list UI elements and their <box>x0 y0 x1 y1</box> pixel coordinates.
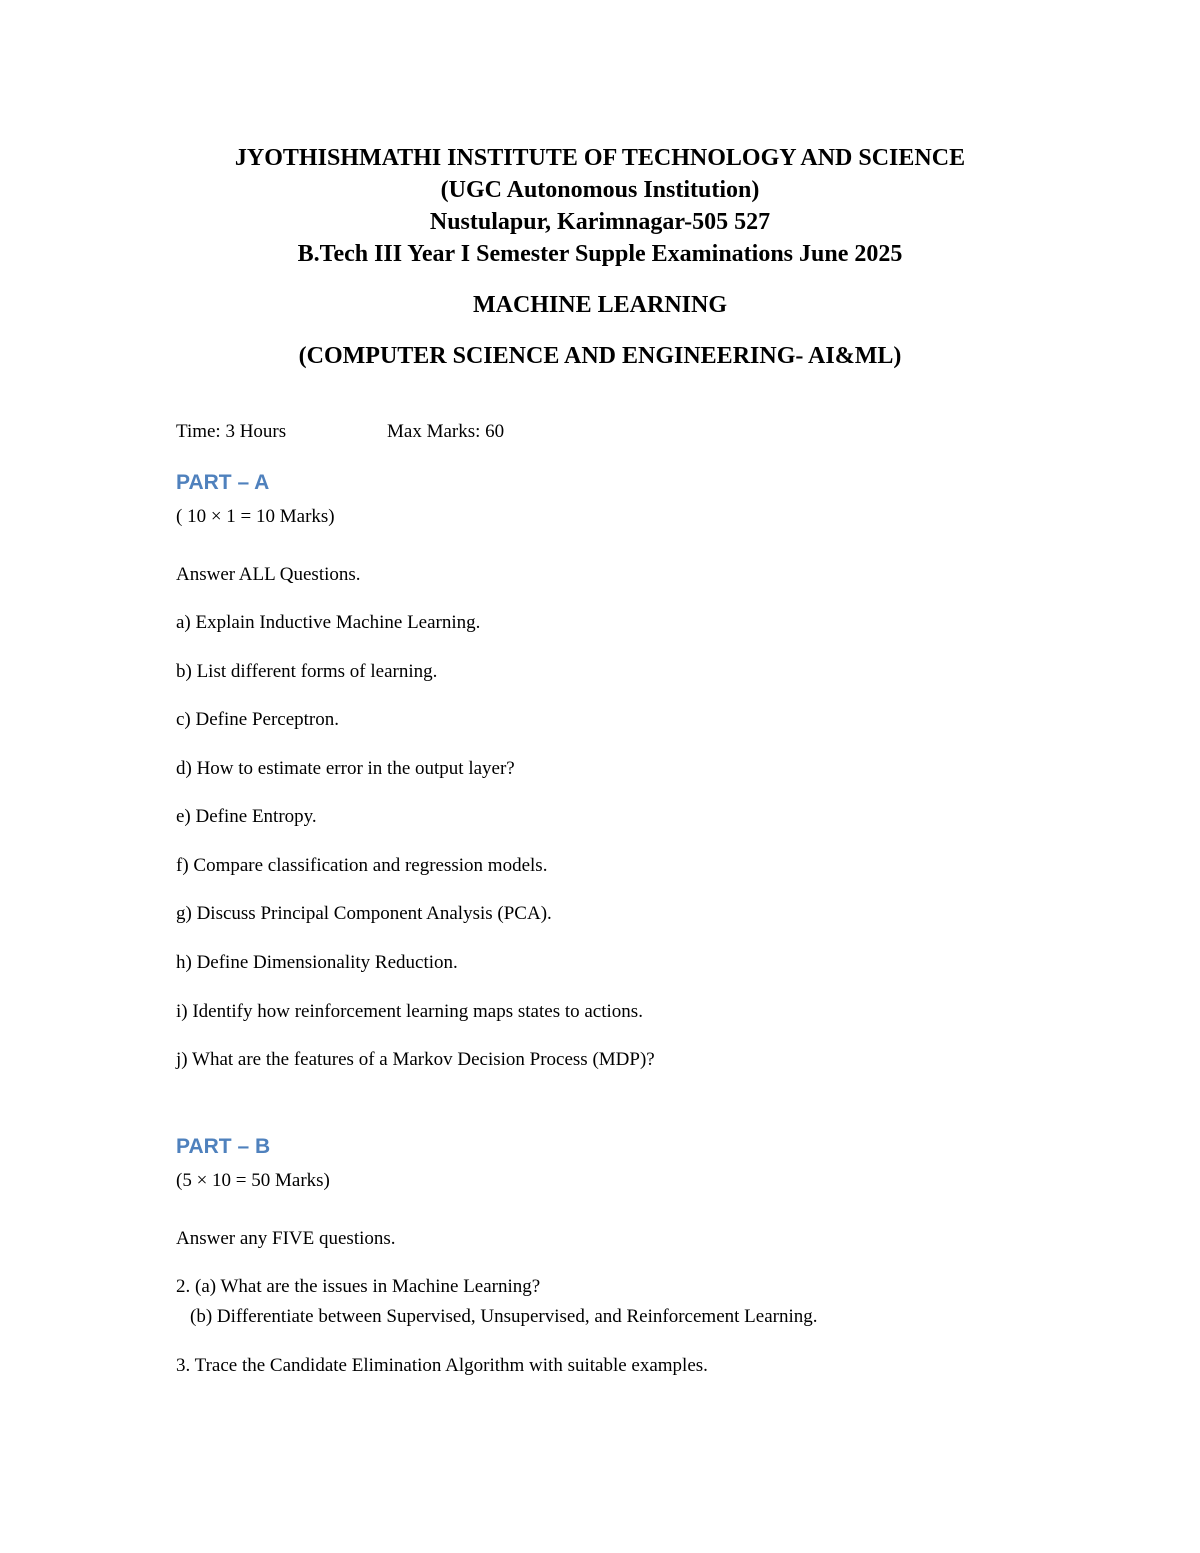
part-a-question: d) How to estimate error in the output layer? <box>176 758 515 779</box>
part-b-subquestion: (b) Differentiate between Supervised, Unsupervised, and Reinforcement Learning. <box>190 1306 818 1327</box>
institute-status: (UGC Autonomous Institution) <box>440 177 760 203</box>
institute-address: Nustulapur, Karimnagar-505 527 <box>429 209 771 235</box>
part-a-marks: ( 10 × 1 = 10 Marks) <box>176 506 335 527</box>
part-b-question: 2. (a) What are the issues in Machine Learning? <box>176 1276 541 1297</box>
part-a-question: g) Discuss Principal Component Analysis (PCA). <box>176 903 552 924</box>
part-a-question: c) Define Perceptron. <box>176 709 340 730</box>
part-a-instruction: Answer ALL Questions. <box>176 564 361 585</box>
part-a-question: e) Define Entropy. <box>176 806 317 827</box>
part-b-marks: (5 × 10 = 50 Marks) <box>176 1170 330 1191</box>
part-a-question: j) What are the features of a Markov Decision Process (MDP)? <box>176 1049 655 1070</box>
part-a-question: i) Identify how reinforcement learning maps states to actions. <box>176 1001 643 1022</box>
subject-title: MACHINE LEARNING <box>472 292 727 318</box>
part-b-question: 3. Trace the Candidate Elimination Algorithm with suitable examples. <box>176 1355 708 1376</box>
part-b-title: PART – B <box>176 1135 271 1158</box>
part-a-question: h) Define Dimensionality Reduction. <box>176 952 458 973</box>
exam-time: Time: 3 Hours <box>176 421 287 442</box>
part-a-title: PART – A <box>176 471 270 494</box>
exam-title: B.Tech III Year I Semester Supple Examinations June 2025 <box>297 241 903 267</box>
part-a-question: a) Explain Inductive Machine Learning. <box>176 612 481 633</box>
part-b-instruction: Answer any FIVE questions. <box>176 1228 396 1249</box>
part-a-question: b) List different forms of learning. <box>176 661 438 682</box>
part-a-question: f) Compare classification and regression models. <box>176 855 548 876</box>
exam-max-marks: Max Marks: 60 <box>387 421 505 442</box>
institute-name: JYOTHISHMATHI INSTITUTE OF TECHNOLOGY AND SCIENCE <box>234 145 966 171</box>
branch-title: (COMPUTER SCIENCE AND ENGINEERING- AI&ML) <box>298 343 902 369</box>
